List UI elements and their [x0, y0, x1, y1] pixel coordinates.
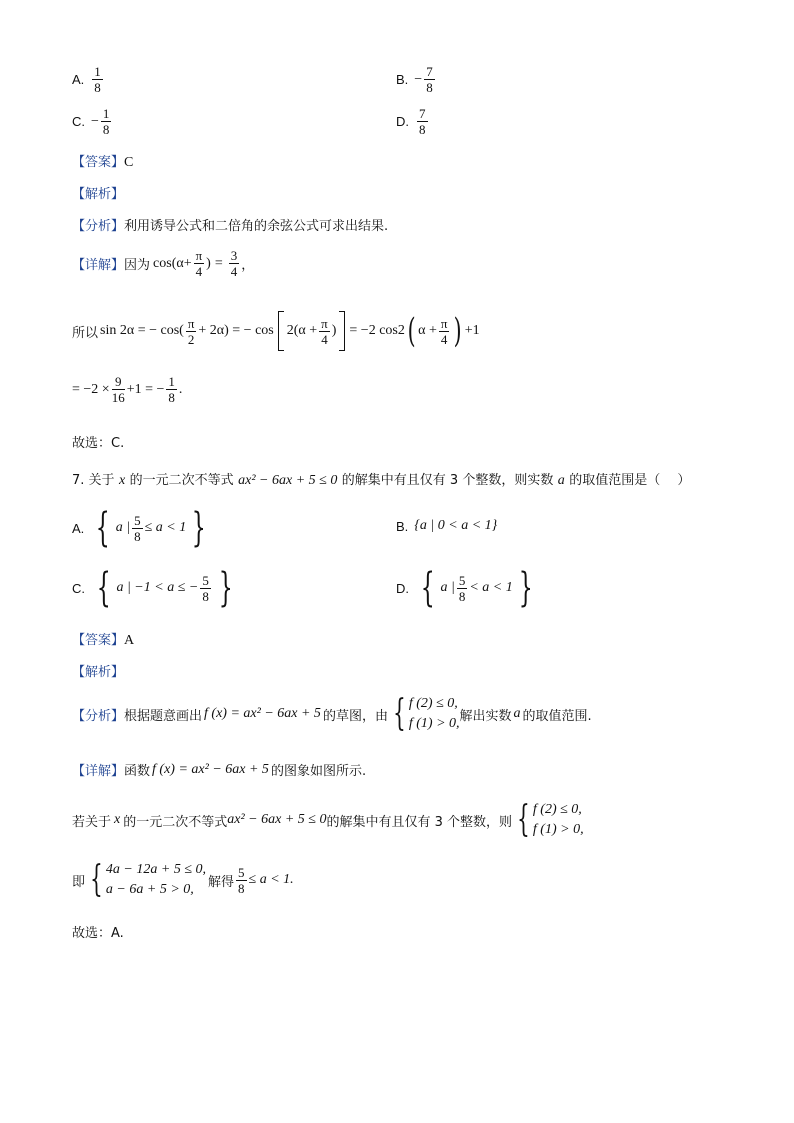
q6-fenxi: 【分析】利用诱导公式和二倍角的余弦公式可求出结果.	[72, 219, 389, 234]
q6-analysis-heading: 【解析】	[72, 187, 125, 202]
q7-stem: 7. 关于 x 的一元二次不等式 ax² − 6ax + 5 ≤ 0 的解集中有且仅有 3 个整数，则实数 a 的取值范围是（ ）	[72, 473, 691, 488]
q6-detail-line3: = −2 × $\frac{9}{16}$ +1 = − $\frac{1}{8}$ .	[72, 374, 183, 405]
q7-detail-cases: { f (2) ≤ 0, f (1) > 0,	[517, 799, 584, 840]
q7-fenxi: 【分析】 根据题意画出 f (x) = ax² − 6ax + 5 的草图，由 { f (2) ≤ 0, f (1) > 0, 解出实数 a 的取值范围.	[72, 693, 592, 734]
q7-option-b: B. {a | 0 < a < 1}	[396, 518, 498, 534]
q7-option-c: C. { a | −1 < a ≤ − $\frac{5}{8}$ }	[72, 565, 233, 611]
q7-option-a: A. { a | $\frac{5}{8}$ ≤ a < 1 }	[72, 505, 206, 551]
q6-option-a-fraction: $\frac{1}{8}$	[94, 64, 101, 95]
left-paren: (	[407, 311, 416, 351]
q6-option-d-fraction: $\frac{7}{8}$	[419, 106, 426, 137]
q6-option-b: B. − $\frac{7}{8}$	[396, 64, 433, 95]
q6-choose: 故选：C.	[72, 436, 125, 451]
q6-option-a: A. $\frac{1}{8}$	[72, 64, 101, 95]
q6-option-c-fraction: $\frac{1}{8}$	[102, 106, 110, 137]
q6-detail-line2: 所以 sin 2α = − cos( $\frac{\pi}{2}$ + 2α) = − cos 2(α + $\frac{\pi}{4}$ ) = −2 cos 2 ( α + $\frac{\pi}{4}$ ) +1	[72, 311, 480, 351]
q7-fenxi-cases: { f (2) ≤ 0, f (1) > 0,	[393, 693, 460, 734]
q7-detail-system: { 4a − 12a + 5 ≤ 0, a − 6a + 5 > 0,	[90, 859, 206, 900]
q6-detail-line1: 【详解】 因为 cos(α+ $\frac{\pi}{4}$ ) = $\frac{3}{4}$ ，	[72, 248, 255, 279]
q6-option-d: D. $\frac{7}{8}$	[396, 106, 426, 137]
q7-detail-line3: 即 { 4a − 12a + 5 ≤ 0, a − 6a + 5 > 0, 解得 $\frac{5}{8}$ ≤ a < 1.	[72, 859, 294, 900]
q7-answer: 【答案】A	[72, 633, 135, 648]
q7-detail-line1: 【详解】 函数 f (x) = ax² − 6ax + 5 的图象如图所示.	[72, 761, 367, 779]
q7-choose: 故选：A.	[72, 926, 124, 941]
q6-answer: 【答案】C	[72, 155, 134, 170]
right-paren: )	[454, 311, 463, 351]
q7-analysis-heading: 【解析】	[72, 665, 125, 680]
q7-detail-line2: 若关于 x 的一元二次不等式 ax² − 6ax + 5 ≤ 0 的解集中有且仅有 3 个整数，则 { f (2) ≤ 0, f (1) > 0,	[72, 799, 584, 840]
q6-option-c: C. − $\frac{1}{8}$	[72, 106, 110, 137]
q7-option-d: D. { a | $\frac{5}{8}$ < a < 1 }	[396, 565, 533, 611]
right-bracket	[339, 311, 345, 351]
q6-option-b-fraction: $\frac{7}{8}$	[426, 64, 433, 95]
left-bracket	[278, 311, 284, 351]
